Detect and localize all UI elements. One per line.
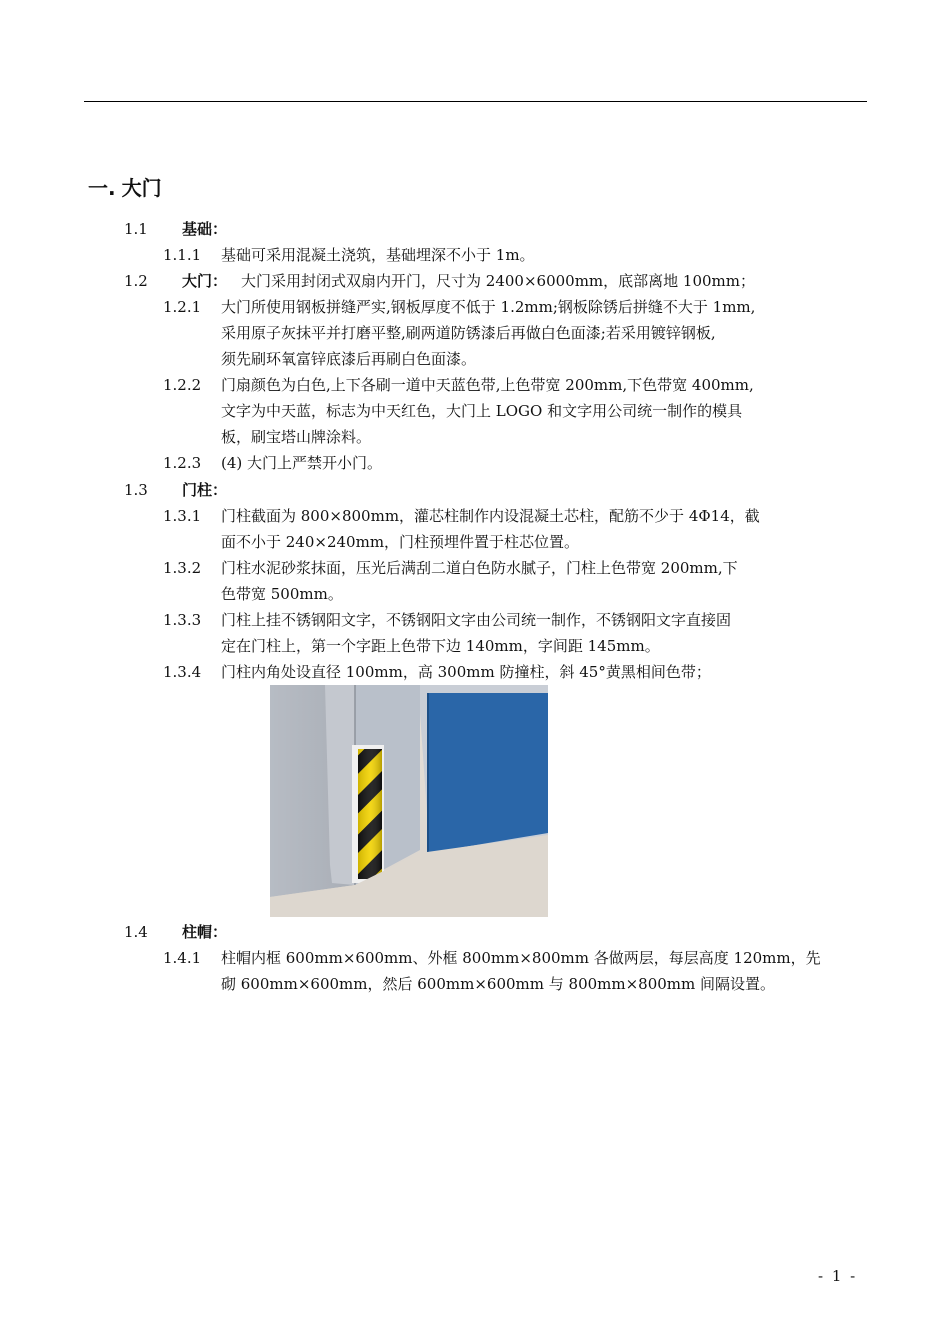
item-number: 1.2 [124, 272, 148, 290]
item-1-1 [124, 216, 227, 242]
item-1-3-4 [163, 659, 868, 685]
item-number: 1.1.1 [163, 246, 202, 264]
page-number: - 1 - [818, 1267, 858, 1285]
item-1-3-2 [163, 555, 868, 607]
item-line: 板，刷宝塔山牌涂料。 [221, 428, 372, 446]
item-number: 1.3.1 [163, 507, 202, 525]
item-title: 基础： [182, 220, 228, 238]
section-number: 一. [88, 176, 116, 200]
item-line: 采用原子灰抹平并打磨平整,刷两道防锈漆后再做白色面漆;若采用镀锌钢板, [221, 324, 716, 342]
item-text: (4) 大门上严禁开小门。 [221, 454, 383, 472]
item-text: 基础可采用混凝土浇筑，基础埋深不小于 1m。 [221, 246, 535, 264]
item-number: 1.3 [124, 481, 148, 499]
item-line: 门柱截面为 800×800mm，灌芯柱制作内设混凝土芯柱，配筋不少于 4Φ14，截 [221, 507, 760, 525]
item-number: 1.2.1 [163, 298, 202, 316]
item-title: 柱帽： [182, 923, 228, 941]
item-line: 定在门柱上，第一个字距上色带下边 140mm，字间距 145mm。 [221, 637, 660, 655]
section-heading [88, 172, 162, 201]
item-number: 1.2.3 [163, 454, 202, 472]
item-text: 门柱内角处设直径 100mm，高 300mm 防撞柱，斜 45°黄黑相间色带； [221, 663, 711, 681]
item-body: 大门采用封闭式双扇内开门，尺寸为 2400×6000mm，底部离地 100mm； [241, 272, 755, 290]
item-number: 1.4.1 [163, 949, 202, 967]
item-number: 1.1 [124, 220, 148, 238]
item-1-2 [124, 268, 755, 294]
item-line: 门扇颜色为白色,上下各刷一道中天蓝色带,上色带宽 200mm,下色带宽 400mm, [221, 376, 754, 394]
item-line: 大门所使用钢板拼缝严实,钢板厚度不低于 1.2mm;钢板除锈后拼缝不大于 1mm, [221, 298, 756, 316]
item-title: 门柱： [182, 481, 228, 499]
bollard-photo [270, 685, 548, 917]
item-1-2-1 [163, 294, 868, 372]
item-line: 须先刷环氧富锌底漆后再刷白色面漆。 [221, 350, 477, 368]
item-title: 大门： [182, 272, 228, 290]
item-line: 门柱水泥砂浆抹面，压光后满刮二道白色防水腻子，门柱上色带宽 200mm,下 [221, 559, 738, 577]
item-number: 1.4 [124, 923, 148, 941]
item-number: 1.3.3 [163, 611, 202, 629]
header-rule [84, 101, 867, 102]
item-1-4 [124, 919, 227, 945]
item-1-1-1 [163, 242, 868, 268]
item-number: 1.3.2 [163, 559, 202, 577]
item-number: 1.3.4 [163, 663, 202, 681]
item-1-2-2 [163, 372, 868, 450]
item-line: 门柱上挂不锈钢阳文字，不锈钢阳文字由公司统一制作，不锈钢阳文字直接固 [221, 611, 732, 629]
item-line: 面不小于 240×240mm，门柱预埋件置于柱芯位置。 [221, 533, 580, 551]
item-line: 文字为中天蓝，标志为中天红色，大门上 LOGO 和文字用公司统一制作的模具 [221, 402, 743, 420]
item-number: 1.2.2 [163, 376, 202, 394]
item-1-3 [124, 477, 227, 503]
item-line: 色带宽 500mm。 [221, 585, 343, 603]
item-1-2-3 [163, 450, 868, 476]
item-1-3-3 [163, 607, 868, 659]
item-1-3-1 [163, 503, 868, 555]
item-line: 柱帽内框 600mm×600mm、外框 800mm×800mm 各做两层，每层高度 120mm，先 [221, 949, 821, 967]
item-1-4-1 [163, 945, 868, 997]
item-line: 砌 600mm×600mm，然后 600mm×600mm 与 800mm×800mm 间隔设置。 [221, 975, 776, 993]
section-title: 大门 [121, 176, 162, 200]
